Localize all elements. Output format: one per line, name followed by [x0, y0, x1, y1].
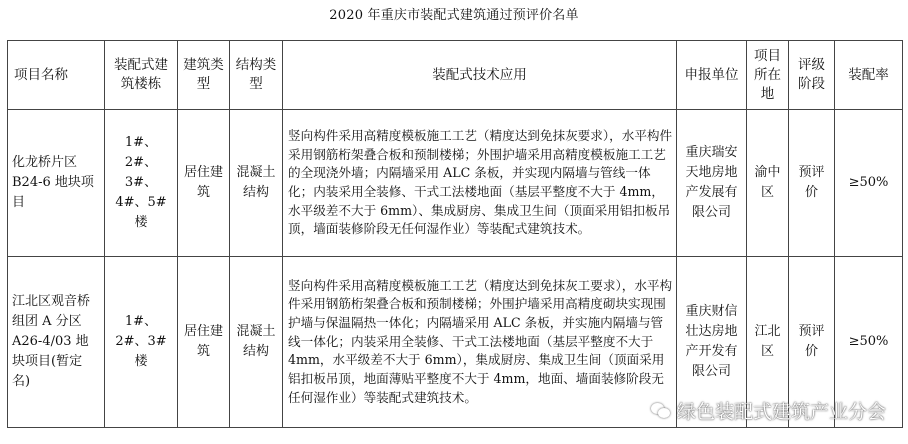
header-assembly-rate: 装配率 — [835, 41, 903, 110]
table-row — [8, 110, 903, 257]
technology-cell: 竖向构件采用高精度模板施工工艺（精度达到免抹灰工要求），水平构件采用钢筋桁架叠合板和预制楼梯；外围护墙采用高精度砌块实现围护墙与保温隔热一体化；内隔墙采用 ALC 条板，并实施内隔墙与管线一体化；内装采用全装修、干式工法楼地面（基层平整度不大于 4mm，水平级差不大于 6mm），集成厨房、集成卫生间（顶面采用铝扣板吊顶，地面薄贴平整度不大于 4mm，地面、墙面装修阶段无任何湿作业）等装配式建筑技术。 — [283, 257, 677, 428]
header-buildings: 装配式建筑楼栋 — [105, 41, 178, 110]
watermark — [651, 397, 886, 424]
technology-cell: 竖向构件采用高精度模板施工工艺（精度达到免抹灰要求），水平构件采用钢筋桁架叠合板和预制楼梯；外围护墙采用高精度模板施工工艺的全现浇外墙；内隔墙采用 ALC 条板，并实现内隔墙与管线一体化；内装采用全装修、干式工法楼地面（基层平整度不大于 4mm，水平级差不大于 6mm）、集成厨房、集成卫生间（顶面采用铝扣板吊顶，墙面装修阶段无任何湿作业）等装配式建筑技术。 — [283, 110, 677, 257]
header-structure-type: 结构类型 — [230, 41, 283, 110]
header-applicant: 申报单位 — [677, 41, 747, 110]
project-name-cell: 江北区观音桥组团 A 分区 A26-4/03 地块项目(暂定名) — [8, 257, 105, 428]
location-cell: 渝中区 — [747, 110, 789, 257]
stage-cell: 预评价 — [789, 257, 835, 428]
assembly-rate-cell: ≥50% — [835, 257, 903, 428]
structure-type-cell: 混凝土结构 — [230, 257, 283, 428]
page-title: 2020 年重庆市装配式建筑通过预评价名单 — [329, 8, 579, 23]
building-type-cell: 居住建筑 — [178, 110, 230, 257]
prequalified-projects-table — [7, 40, 903, 428]
header-location: 项目所在地 — [747, 41, 789, 110]
applicant-cell: 重庆瑞安天地房地产发展有限公司 — [677, 110, 747, 257]
buildings-cell: 1#、2#、3#楼 — [105, 257, 178, 428]
wechat-icon — [651, 401, 671, 421]
structure-type-cell: 混凝土结构 — [230, 110, 283, 257]
project-name-cell: 化龙桥片区 B24-6 地块项目 — [8, 110, 105, 257]
stage-cell: 预评价 — [789, 110, 835, 257]
header-stage: 评级阶段 — [789, 41, 835, 110]
building-type-cell: 居住建筑 — [178, 257, 230, 428]
location-cell: 江北区 — [747, 257, 789, 428]
header-technology: 装配式技术应用 — [283, 41, 677, 110]
assembly-rate-cell: ≥50% — [835, 110, 903, 257]
header-project-name: 项目名称 — [8, 41, 105, 110]
watermark-text: 绿色装配式建筑产业分会 — [676, 401, 886, 423]
applicant-cell: 重庆财信壮达房地产开发有限公司 — [677, 257, 747, 428]
header-building-type: 建筑类型 — [178, 41, 230, 110]
buildings-cell: 1#、2#、3#、4#、5#楼 — [105, 110, 178, 257]
table-header-row — [8, 41, 903, 110]
